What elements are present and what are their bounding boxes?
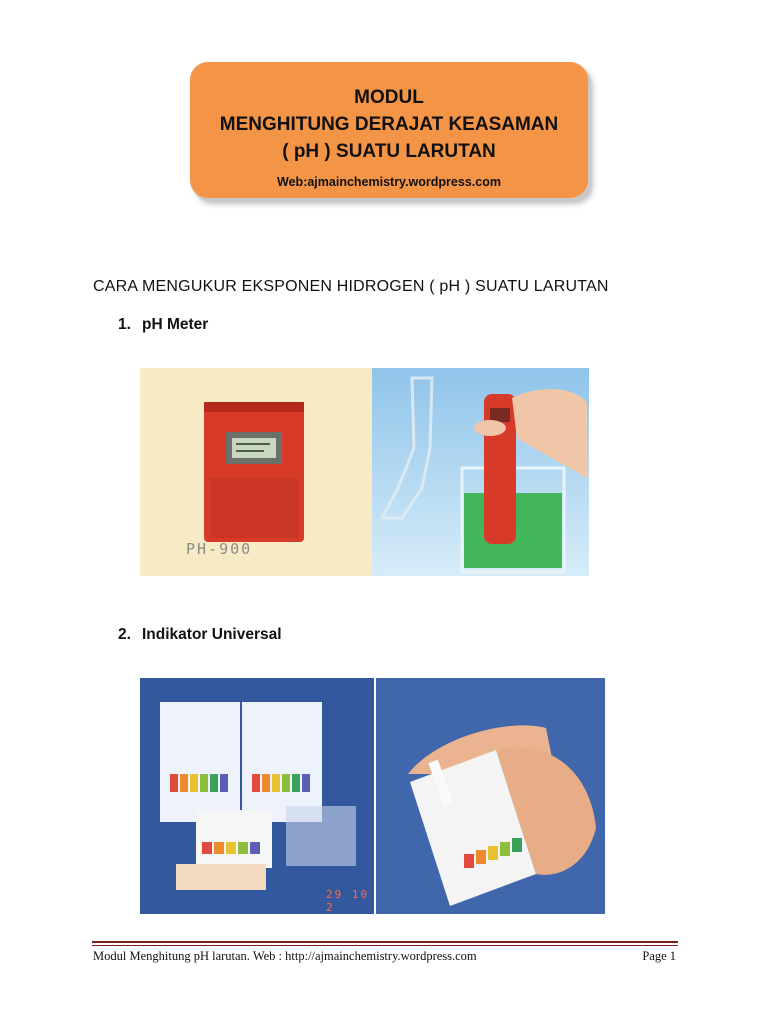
footer-rule-thin [92, 945, 678, 946]
list-label: Indikator Universal [142, 626, 282, 643]
title-line-main: MENGHITUNG DERAJAT KEASAMAN [219, 114, 559, 135]
indicator-hand-photo [376, 678, 605, 914]
list-label: pH Meter [142, 316, 209, 333]
web-address: Web:ajmainchemistry.wordpress.com [277, 175, 501, 189]
title-line-sub: ( pH ) SUATU LARUTAN [282, 141, 496, 162]
title-box [190, 62, 588, 198]
ph-meter-photo [140, 368, 372, 576]
footer-text: Modul Menghitung pH larutan. Web : http://ajmainchemistry.wordpress.com [93, 949, 477, 963]
footer-rule-thick [92, 941, 678, 943]
list-number: 1. [118, 316, 131, 333]
indicator-boxes-photo [140, 678, 374, 914]
page-number: Page 1 [642, 949, 676, 963]
list-number: 2. [118, 626, 131, 643]
list-item-universal-indicator [118, 626, 282, 644]
ph-meter-model-label: PH-900 [186, 540, 253, 558]
beaker-illustration [372, 368, 589, 576]
indicator-hand-illustration [376, 678, 605, 914]
list-item-ph-meter [118, 316, 208, 334]
ph-meter-beaker-photo [372, 368, 589, 576]
ph-meter-illustration [140, 368, 372, 576]
section-heading: CARA MENGUKUR EKSPONEN HIDROGEN ( pH ) SUATU LARUTAN [93, 278, 609, 295]
photo-date-stamp: 29 10 2 [326, 888, 370, 914]
title-line-modul: MODUL [354, 87, 424, 108]
indicator-boxes-illustration [140, 678, 374, 914]
